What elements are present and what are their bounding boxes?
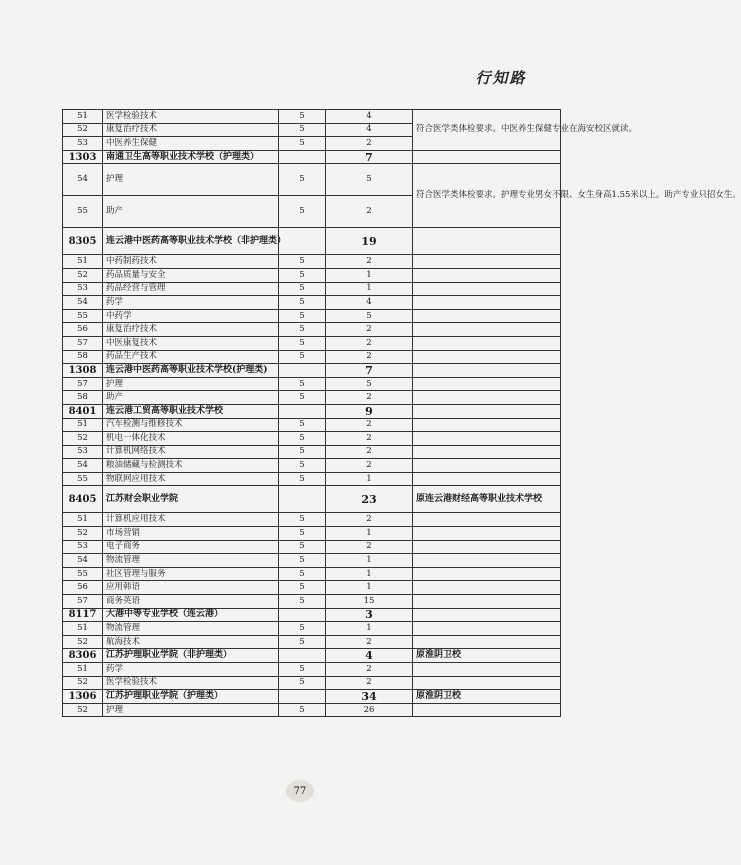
school-name: 南通卫生高等职业技术学校（护理类）: [103, 150, 279, 164]
school-name: 连云港中医药高等职业技术学校(护理类): [103, 364, 279, 378]
school-code: 8305: [63, 228, 103, 255]
row-name: 社区管理与服务: [103, 567, 279, 581]
row-note: [413, 350, 561, 364]
row-code: 52: [63, 527, 103, 541]
school-row: [63, 150, 561, 164]
row-plan: 1: [326, 554, 413, 568]
table-row: [63, 513, 561, 527]
row-code: 51: [63, 663, 103, 677]
row-length: 5: [279, 377, 326, 391]
row-plan: 4: [326, 296, 413, 310]
row-length: 5: [279, 663, 326, 677]
school-name: 连云港工贸高等职业技术学校: [103, 404, 279, 418]
table-row: [63, 554, 561, 568]
row-name: 汽车检测与维修技术: [103, 418, 279, 432]
row-name: 计算机应用技术: [103, 513, 279, 527]
row-plan: 26: [326, 703, 413, 717]
row-note: [413, 459, 561, 473]
row-code: 54: [63, 164, 103, 196]
row-length: 5: [279, 445, 326, 459]
row-note: [413, 540, 561, 554]
header-logo: 行知路: [475, 68, 527, 87]
row-length: 5: [279, 336, 326, 350]
row-length: 5: [279, 432, 326, 446]
row-code: 56: [63, 581, 103, 595]
row-note: [413, 391, 561, 405]
row-length: [279, 364, 326, 378]
row-name: 中药学: [103, 309, 279, 323]
row-length: 5: [279, 459, 326, 473]
row-length: 5: [279, 513, 326, 527]
row-code: 51: [63, 622, 103, 636]
row-note: [413, 404, 561, 418]
row-note: [413, 567, 561, 581]
row-code: 54: [63, 554, 103, 568]
row-code: 53: [63, 445, 103, 459]
school-code: 8401: [63, 404, 103, 418]
row-plan: 1: [326, 527, 413, 541]
row-plan: 1: [326, 581, 413, 595]
table-row: [63, 309, 561, 323]
row-plan: 2: [326, 445, 413, 459]
school-plan-total: 23: [326, 486, 413, 513]
table-row: [63, 676, 561, 690]
row-name: 康复治疗技术: [103, 323, 279, 337]
row-name: 药品经营与管理: [103, 282, 279, 296]
row-plan: 1: [326, 472, 413, 486]
school-plan-total: 4: [326, 649, 413, 663]
row-plan: 2: [326, 663, 413, 677]
row-code: 56: [63, 323, 103, 337]
row-name: 医学检验技术: [103, 110, 279, 124]
row-note: 符合医学类体检要求。护理专业男女不限、女生身高1.55米以上。助产专业只招女生。: [413, 164, 561, 228]
row-plan: 5: [326, 164, 413, 196]
table-row: [63, 418, 561, 432]
row-name: 机电一体化技术: [103, 432, 279, 446]
row-name: 助产: [103, 196, 279, 228]
table-row: [63, 622, 561, 636]
row-plan: 2: [326, 323, 413, 337]
row-length: 5: [279, 622, 326, 636]
table-row: [63, 255, 561, 269]
row-plan: 5: [326, 309, 413, 323]
row-code: 58: [63, 391, 103, 405]
row-code: 51: [63, 255, 103, 269]
row-name: 中药制药技术: [103, 255, 279, 269]
table-row: [63, 595, 561, 609]
row-length: [279, 690, 326, 704]
row-name: 应用韩语: [103, 581, 279, 595]
table-row: [63, 323, 561, 337]
row-note: [413, 418, 561, 432]
row-name: 粮油储藏与检测技术: [103, 459, 279, 473]
table-row: [63, 391, 561, 405]
row-code: 57: [63, 377, 103, 391]
table-row: [63, 540, 561, 554]
row-note: [413, 703, 561, 717]
row-plan: 2: [326, 255, 413, 269]
row-length: 5: [279, 581, 326, 595]
school-name: 江苏护理职业学院（非护理类）: [103, 649, 279, 663]
table-row: [63, 268, 561, 282]
row-name: 护理: [103, 703, 279, 717]
row-plan: 2: [326, 513, 413, 527]
school-row: [63, 364, 561, 378]
row-plan: 4: [326, 110, 413, 124]
table-row: [63, 110, 561, 124]
row-note: [413, 554, 561, 568]
table-row: [63, 459, 561, 473]
row-length: 5: [279, 595, 326, 609]
row-plan: 2: [326, 635, 413, 649]
row-code: 57: [63, 595, 103, 609]
row-note: [413, 282, 561, 296]
school-code: 1308: [63, 364, 103, 378]
school-name: 江苏护理职业学院（护理类）: [103, 690, 279, 704]
row-length: 5: [279, 418, 326, 432]
row-code: 52: [63, 123, 103, 137]
row-code: 58: [63, 350, 103, 364]
row-note: [413, 323, 561, 337]
school-row: [63, 228, 561, 255]
row-length: 5: [279, 350, 326, 364]
row-length: 5: [279, 567, 326, 581]
row-name: 药品质量与安全: [103, 268, 279, 282]
row-code: 57: [63, 336, 103, 350]
school-name: 江苏财会职业学院: [103, 486, 279, 513]
row-plan: 2: [326, 137, 413, 151]
row-note: [413, 150, 561, 164]
row-name: 电子商务: [103, 540, 279, 554]
row-note: [413, 255, 561, 269]
row-code: 52: [63, 676, 103, 690]
row-note: [413, 364, 561, 378]
row-note: [413, 268, 561, 282]
table-row: [63, 581, 561, 595]
table-row: [63, 164, 561, 196]
row-length: 5: [279, 268, 326, 282]
school-plan-total: 9: [326, 404, 413, 418]
row-note: [413, 377, 561, 391]
row-code: 55: [63, 567, 103, 581]
row-code: 52: [63, 635, 103, 649]
row-length: 5: [279, 635, 326, 649]
row-name: 中医康复技术: [103, 336, 279, 350]
row-name: 药品生产技术: [103, 350, 279, 364]
row-note: [413, 472, 561, 486]
row-plan: 2: [326, 196, 413, 228]
school-code: 8405: [63, 486, 103, 513]
row-code: 51: [63, 418, 103, 432]
row-note: 原淮阴卫校: [413, 690, 561, 704]
row-note: [413, 595, 561, 609]
row-length: 5: [279, 309, 326, 323]
table-row: [63, 527, 561, 541]
row-length: [279, 404, 326, 418]
row-code: 54: [63, 296, 103, 310]
row-length: 5: [279, 676, 326, 690]
row-code: 52: [63, 432, 103, 446]
row-name: 中医养生保健: [103, 137, 279, 151]
row-name: 医学检验技术: [103, 676, 279, 690]
row-length: 5: [279, 703, 326, 717]
row-length: [279, 150, 326, 164]
enrollment-table: [62, 109, 741, 717]
row-name: 助产: [103, 391, 279, 405]
table-row: [63, 445, 561, 459]
row-code: 55: [63, 309, 103, 323]
row-length: 5: [279, 323, 326, 337]
school-row: [63, 486, 561, 513]
row-length: [279, 608, 326, 622]
row-note: [413, 527, 561, 541]
table-row: [63, 377, 561, 391]
table-row: [63, 472, 561, 486]
row-name: 市场营销: [103, 527, 279, 541]
table-row: [63, 567, 561, 581]
row-plan: 1: [326, 567, 413, 581]
row-length: 5: [279, 527, 326, 541]
row-name: 康复治疗技术: [103, 123, 279, 137]
table-row: [63, 432, 561, 446]
row-plan: 2: [326, 391, 413, 405]
row-name: 护理: [103, 164, 279, 196]
row-note: [413, 228, 561, 255]
row-length: 5: [279, 255, 326, 269]
row-length: 5: [279, 296, 326, 310]
row-plan: 2: [326, 418, 413, 432]
row-plan: 2: [326, 336, 413, 350]
school-row: [63, 404, 561, 418]
row-plan: 2: [326, 459, 413, 473]
row-name: 药学: [103, 663, 279, 677]
school-code: 1303: [63, 150, 103, 164]
school-name: 连云港中医药高等职业技术学校（非护理类）: [103, 228, 279, 255]
row-code: 52: [63, 268, 103, 282]
row-note: 原淮阴卫校: [413, 649, 561, 663]
row-name: 药学: [103, 296, 279, 310]
row-length: 5: [279, 164, 326, 196]
row-note: [413, 608, 561, 622]
row-plan: 2: [326, 350, 413, 364]
row-plan: 4: [326, 123, 413, 137]
row-plan: 1: [326, 282, 413, 296]
school-name: 大港中等专业学校（连云港）: [103, 608, 279, 622]
school-code: 1306: [63, 690, 103, 704]
table-row: [63, 296, 561, 310]
school-row: [63, 649, 561, 663]
row-note: [413, 663, 561, 677]
row-note: 原连云港财经高等职业技术学校: [413, 486, 561, 513]
school-code: 8306: [63, 649, 103, 663]
row-code: 54: [63, 459, 103, 473]
row-length: 5: [279, 472, 326, 486]
row-code: 53: [63, 137, 103, 151]
row-code: 53: [63, 540, 103, 554]
row-code: 55: [63, 472, 103, 486]
page-number: 77: [286, 780, 314, 802]
row-length: 5: [279, 282, 326, 296]
row-note: [413, 635, 561, 649]
row-code: 55: [63, 196, 103, 228]
row-name: 物联网应用技术: [103, 472, 279, 486]
row-code: 53: [63, 282, 103, 296]
table-row: [63, 703, 561, 717]
row-length: 5: [279, 137, 326, 151]
table-row: [63, 350, 561, 364]
row-length: 5: [279, 554, 326, 568]
school-plan-total: 34: [326, 690, 413, 704]
row-code: 51: [63, 110, 103, 124]
row-plan: 2: [326, 676, 413, 690]
row-note: [413, 513, 561, 527]
row-plan: 2: [326, 540, 413, 554]
row-plan: 5: [326, 377, 413, 391]
row-plan: 1: [326, 622, 413, 636]
row-name: 计算机网络技术: [103, 445, 279, 459]
row-name: 航海技术: [103, 635, 279, 649]
row-note: [413, 309, 561, 323]
school-plan-total: 3: [326, 608, 413, 622]
row-length: 5: [279, 110, 326, 124]
row-note: [413, 622, 561, 636]
row-length: [279, 486, 326, 513]
school-plan-total: 7: [326, 150, 413, 164]
row-length: [279, 649, 326, 663]
row-plan: 1: [326, 268, 413, 282]
row-note: [413, 445, 561, 459]
row-length: 5: [279, 391, 326, 405]
school-plan-total: 7: [326, 364, 413, 378]
row-note: [413, 336, 561, 350]
table-row: [63, 663, 561, 677]
table-row: [63, 336, 561, 350]
row-name: 物流管理: [103, 554, 279, 568]
row-name: 商务英语: [103, 595, 279, 609]
row-code: 51: [63, 513, 103, 527]
row-plan: 15: [326, 595, 413, 609]
table-row: [63, 282, 561, 296]
row-plan: 2: [326, 432, 413, 446]
row-note: [413, 432, 561, 446]
row-length: 5: [279, 540, 326, 554]
row-length: 5: [279, 123, 326, 137]
row-note: 符合医学类体检要求。中医养生保健专业在海安校区就读。: [413, 110, 561, 151]
row-note: [413, 296, 561, 310]
row-name: 护理: [103, 377, 279, 391]
school-row: [63, 690, 561, 704]
school-code: 8117: [63, 608, 103, 622]
table-row: [63, 635, 561, 649]
row-note: [413, 676, 561, 690]
row-note: [413, 581, 561, 595]
row-code: 52: [63, 703, 103, 717]
school-plan-total: 19: [326, 228, 413, 255]
row-length: 5: [279, 196, 326, 228]
school-row: [63, 608, 561, 622]
row-name: 物流管理: [103, 622, 279, 636]
